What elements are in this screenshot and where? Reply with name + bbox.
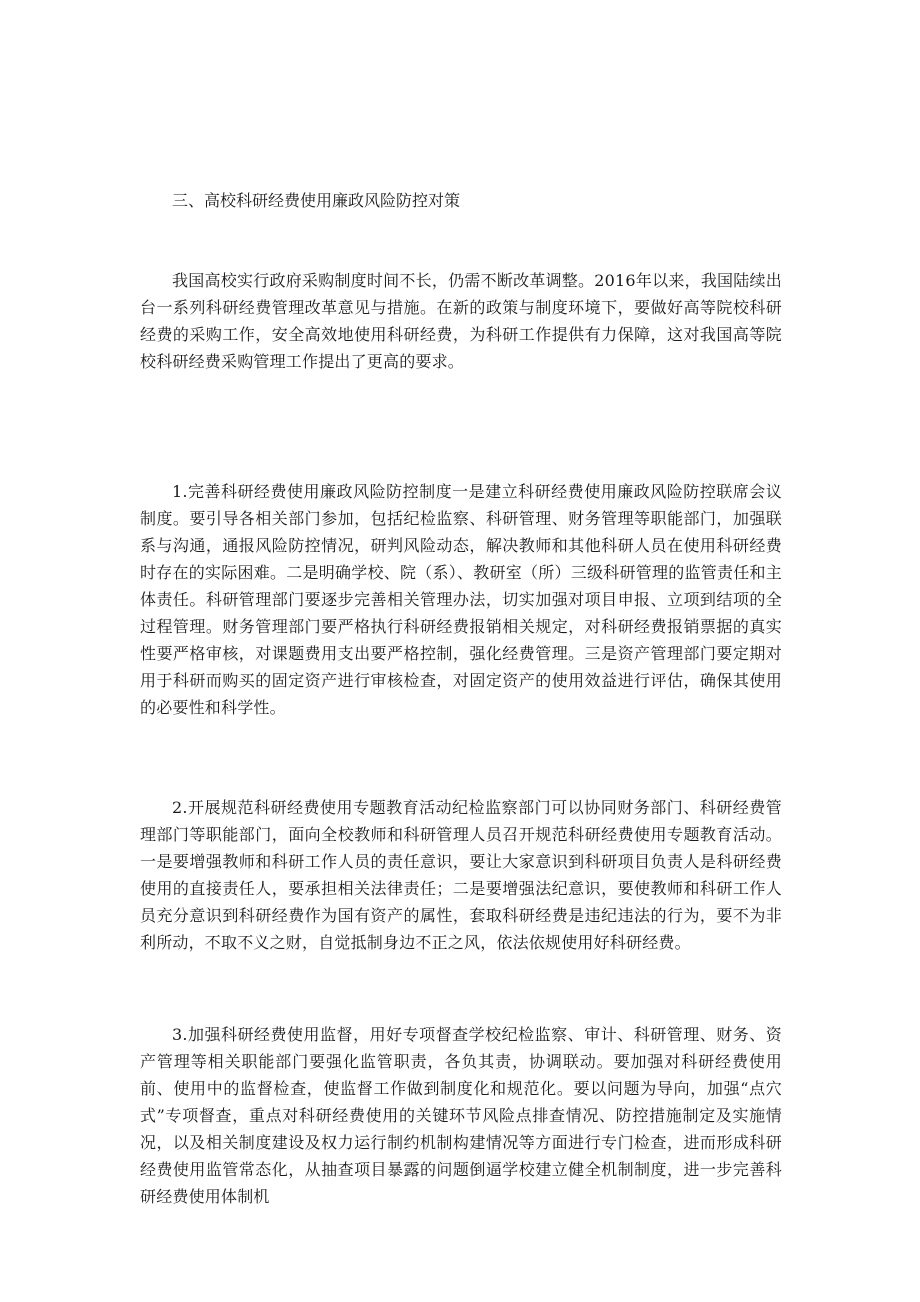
- paragraph-measure-1: 1.完善科研经费使用廉政风险防控制度一是建立科研经费使用廉政风险防控联席会议制度。要引导各相关部门参加，包括纪检监察、科研管理、财务管理等职能部门，加强联系与沟通，通报风险防控情况，研判风险动态，解决教师和其他科研人员在使用科研经费时存在的实际困难。二是明确学校、院（系）、教研室（所）三级科研管理的监管责任和主体责任。科研管理部门要逐步完善相关管理办法，切实加强对项目申报、立项到结项的全过程管理。财务管理部门要严格执行科研经费报销相关规定，对科研经费报销票据的真实性要严格审核，对课题费用支出要严格控制，强化经费管理。三是资产管理部门要定期对用于科研而购买的固定资产进行审核检查，对固定资产的使用效益进行评估，确保其使用的必要性和科学性。: [140, 482, 782, 717]
- paragraph-measure-3: 3.加强科研经费使用监督，用好专项督查学校纪检监察、审计、科研管理、财务、资产管理等相关职能部门要强化监管职责，各负其责，协调联动。要加强对科研经费使用前、使用中的监督检查，使监督工作做到制度化和规范化。要以问题为导向，加强“点穴式”专项督查，重点对科研经费使用的关键环节风险点排查情况、防控措施制定及实施情况，以及相关制度建设及权力运行制约机制构建情况等方面进行专门检查，进而形成科研经费使用监管常态化，从抽查项目暴露的问题倒逼学校建立健全机制制度，进一步完善科研经费使用体制机: [140, 1025, 782, 1206]
- paragraph-measure-2: 2.开展规范科研经费使用专题教育活动纪检监察部门可以协同财务部门、科研经费管理部门等职能部门，面向全校教师和科研管理人员召开规范科研经费使用专题教育活动。一是要增强教师和科研工作人员的责任意识，要让大家意识到科研项目负责人是科研经费使用的直接责任人，要承担相关法律责任；二是要增强法纪意识，要使教师和科研工作人员充分意识到科研经费作为国有资产的属性，套取科研经费是违纪违法的行为，要不为非利所动，不取不义之财，自觉抵制身边不正之风，依法依规使用好科研经费。: [140, 798, 782, 952]
- paragraph-intro: 我国高校实行政府采购制度时间不长，仍需不断改革调整。2016年以来，我国陆续出台一系列科研经费管理改革意见与措施。在新的政策与制度环境下，要做好高等院校科研经费的采购工作，安全高效地使用科研经费，为科研工作提供有力保障，这对我国高等院校科研经费采购管理工作提出了更高的要求。: [140, 271, 782, 371]
- section-heading: 三、高校科研经费使用廉政风险防控对策: [172, 191, 461, 210]
